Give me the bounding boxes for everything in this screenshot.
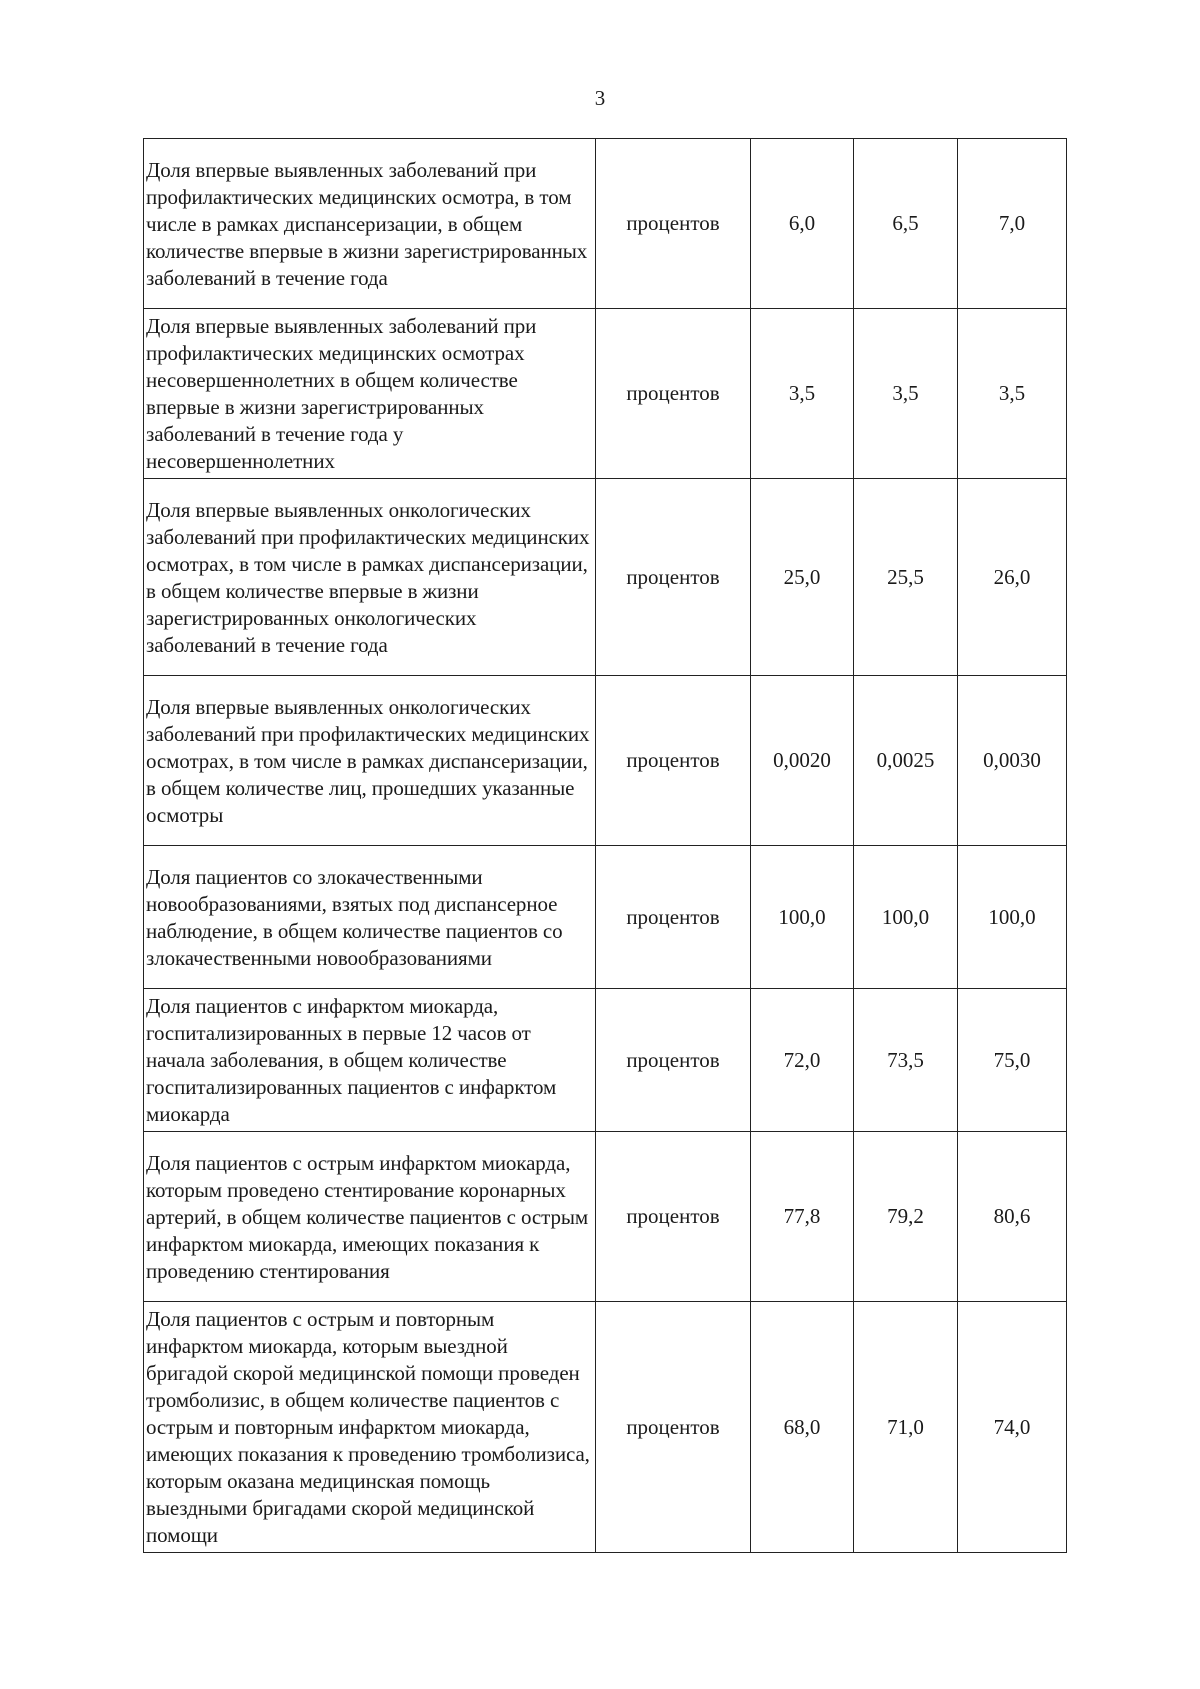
- indicator-name: Доля пациентов со злокачественными новообразованиями, взятых под диспансерное наблюдение, в общем количестве пациентов со злокачественными новообразованиями: [144, 846, 596, 989]
- value-cell: 25,0: [751, 479, 854, 676]
- value-cell: 100,0: [854, 846, 958, 989]
- table-row: [144, 139, 1067, 309]
- value-cell: 3,5: [751, 309, 854, 479]
- unit-cell: процентов: [596, 479, 751, 676]
- value-cell: 0,0025: [854, 676, 958, 846]
- value-cell: 75,0: [958, 989, 1067, 1132]
- value-cell: 77,8: [751, 1132, 854, 1302]
- value-cell: 25,5: [854, 479, 958, 676]
- unit-cell: процентов: [596, 846, 751, 989]
- value-cell: 80,6: [958, 1132, 1067, 1302]
- value-cell: 68,0: [751, 1302, 854, 1553]
- indicator-name: Доля пациентов с острым и повторным инфарктом миокарда, которым выездной бригадой скорой медицинской помощи проведен тромболизис, в общем количестве пациентов с острым и повторным инфарктом миокарда, имеющих показания к проведению тромболизиса, которым оказана медицинская помощь выездными бригадами скорой медицинской помощи: [144, 1302, 596, 1553]
- unit-cell: процентов: [596, 676, 751, 846]
- table-row: [144, 676, 1067, 846]
- page-number: 3: [594, 86, 606, 110]
- unit-cell: процентов: [596, 989, 751, 1132]
- indicator-name: Доля впервые выявленных заболеваний при профилактических медицинских осмотра, в том числе в рамках диспансеризации, в общем количестве впервые в жизни зарегистрированных заболеваний в течение года: [144, 139, 596, 309]
- value-cell: 74,0: [958, 1302, 1067, 1553]
- table-row: [144, 1132, 1067, 1302]
- value-cell: 3,5: [958, 309, 1067, 479]
- value-cell: 71,0: [854, 1302, 958, 1553]
- indicator-name: Доля впервые выявленных онкологических заболеваний при профилактических медицинских осмотрах, в том числе в рамках диспансеризации, в общем количестве впервые в жизни зарегистрированных онкологических заболеваний в течение года: [144, 479, 596, 676]
- value-cell: 72,0: [751, 989, 854, 1132]
- value-cell: 6,0: [751, 139, 854, 309]
- indicator-name: Доля пациентов с острым инфарктом миокарда, которым проведено стентирование коронарных артерий, в общем количестве пациентов с острым инфарктом миокарда, имеющих показания к проведению стентирования: [144, 1132, 596, 1302]
- table-row: [144, 1302, 1067, 1553]
- unit-cell: процентов: [596, 309, 751, 479]
- table-row: [144, 846, 1067, 989]
- indicator-name: Доля впервые выявленных заболеваний при профилактических медицинских осмотрах несовершеннолетних в общем количестве впервые в жизни зарегистрированных заболеваний в течение года у несовершеннолетних: [144, 309, 596, 479]
- value-cell: 7,0: [958, 139, 1067, 309]
- value-cell: 6,5: [854, 139, 958, 309]
- value-cell: 0,0030: [958, 676, 1067, 846]
- indicator-name: Доля впервые выявленных онкологических заболеваний при профилактических медицинских осмотрах, в том числе в рамках диспансеризации, в общем количестве лиц, прошедших указанные осмотры: [144, 676, 596, 846]
- value-cell: 79,2: [854, 1132, 958, 1302]
- value-cell: 26,0: [958, 479, 1067, 676]
- unit-cell: процентов: [596, 139, 751, 309]
- value-cell: 100,0: [958, 846, 1067, 989]
- table-row: [144, 479, 1067, 676]
- indicators-table: [143, 138, 1067, 1553]
- value-cell: 3,5: [854, 309, 958, 479]
- unit-cell: процентов: [596, 1302, 751, 1553]
- table-row: [144, 989, 1067, 1132]
- indicator-name: Доля пациентов с инфарктом миокарда, госпитализированных в первые 12 часов от начала заболевания, в общем количестве госпитализированных пациентов с инфарктом миокарда: [144, 989, 596, 1132]
- value-cell: 0,0020: [751, 676, 854, 846]
- value-cell: 73,5: [854, 989, 958, 1132]
- value-cell: 100,0: [751, 846, 854, 989]
- unit-cell: процентов: [596, 1132, 751, 1302]
- table-row: [144, 309, 1067, 479]
